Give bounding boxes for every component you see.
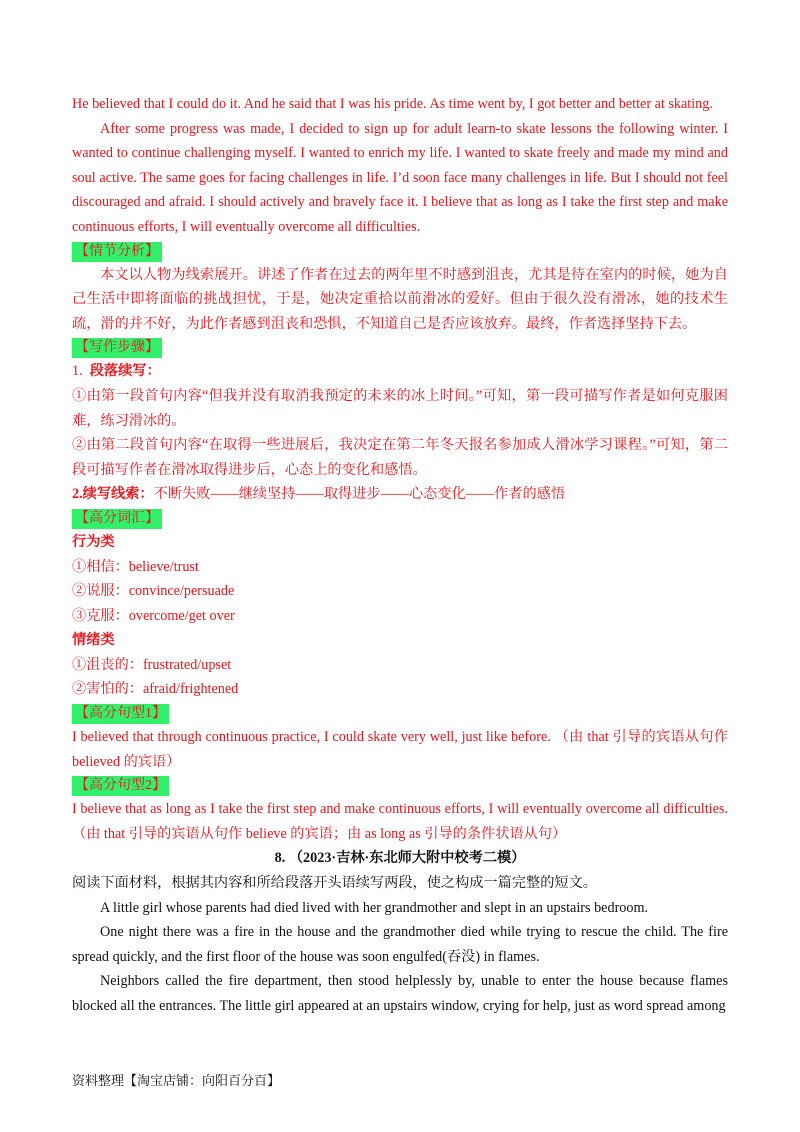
vocab-item: ③克服：overcome/get over	[72, 607, 235, 624]
document-body	[72, 92, 728, 1019]
vocab-group-2-title: 情绪类	[72, 632, 115, 649]
writing-steps-tag: 【写作步骤】	[72, 338, 162, 358]
sentence-2-text: I believe that as long as I take the first step and make continuous efforts, I will eventually overcome all difficulties.（由 that 引导的宾语从句作 believe 的宾语；由 as long as 引导的条件状语从句）	[72, 801, 728, 842]
vocab-item: ②害怕的：afraid/frightened	[72, 681, 239, 698]
step1-item-1: ①由第一段首句内容“但我并没有取消我预定的未来的冰上时间。”可知，第一段可描写作者是如何克服困难，练习滑冰的。	[72, 387, 728, 429]
essay-paragraph-1: He believed that I could do it. And he said that I was his pride. As time went by, I got better and better at skating.	[72, 96, 713, 112]
vocab-item: ①沮丧的：frustrated/upset	[72, 656, 232, 673]
step2-line	[72, 482, 728, 507]
essay-paragraph-2: After some progress was made, I decided to sign up for adult learn-to skate lessons the following winter. I wanted to continue challenging myself. I wanted to enrich my life. I wanted to skate freely and made my mind and soul active. The same goes for facing challenges in life. I’d soon face many challenges in life. But I should not feel discouraged and afraid. I should actively and bravely face it. I believe that as long as I take the first step and make continuous efforts, I will eventually overcome all difficulties.	[72, 120, 728, 235]
step1-heading	[72, 359, 728, 384]
step1-label: 段落续写：	[89, 363, 161, 380]
plot-analysis-tag: 【情节分析】	[72, 242, 162, 262]
plot-analysis-text: 本文以人物为线索展开。讲述了作者在过去的两年里不时感到沮丧，尤其是待在室内的时候，她为自己生活中即将面临的挑战担忧，于是，她决定重拾以前滑冰的爱好。但由于很久没有滑冰，她的技术生疏，滑的并不好，为此作者感到沮丧和恐惧，不知道自己是否应该放弃。最终，作者选择坚持下去。	[72, 266, 728, 332]
step2-label: 2.续写线索：	[72, 486, 154, 503]
step2-text: 不断失败——继续坚持——取得进步——心态变化——作者的感悟	[153, 486, 566, 503]
step1-item-2: ②由第二段首句内容“在取得一些进展后，我决定在第二年冬天报名参加成人滑冰学习课程。”可知，第二段可描写作者在滑冰取得进步后，心态上的变化和感悟。	[72, 437, 728, 478]
sentence-1-text: I believed that through continuous practice, I could skate very well, just like before. （由 that 引导的宾语从句作 believed 的宾语）	[72, 729, 728, 770]
step1-number: 1.	[72, 363, 83, 380]
sentence-1-tag: 【高分句型1】	[72, 704, 169, 724]
sentence-2-tag: 【高分句型2】	[72, 776, 169, 796]
question-8-instruction: 阅读下面材料，根据其内容和所给段落开头语续写两段，使之构成一篇完整的短文。	[72, 875, 597, 892]
vocab-group-1-title: 行为类	[72, 533, 115, 550]
question-8-paragraph-1: A little girl whose parents had died lived with her grandmother and slept in an upstairs bedroom.	[100, 899, 649, 916]
question-8-paragraph-3: Neighbors called the fire department, then stood helplessly by, unable to enter the house because flames blocked all the entrances. The little girl appeared at an upstairs window, crying for help, just as word spread among	[72, 973, 728, 1014]
question-8-heading: 8. （2023·吉林·东北师大附中校考二模）	[274, 850, 526, 867]
vocab-item: ②说服：convince/persuade	[72, 583, 235, 600]
page-footer: 资料整理【淘宝店铺：向阳百分百】	[72, 1074, 281, 1089]
question-8-paragraph-2: One night there was a fire in the house and the grandmother died while trying to rescue the child. The fire spread quickly, and the first floor of the house was soon engulfed(吞没) in flames.	[72, 924, 728, 965]
vocabulary-tag: 【高分词汇】	[72, 509, 162, 529]
vocab-item: ①相信：believe/trust	[72, 558, 199, 575]
